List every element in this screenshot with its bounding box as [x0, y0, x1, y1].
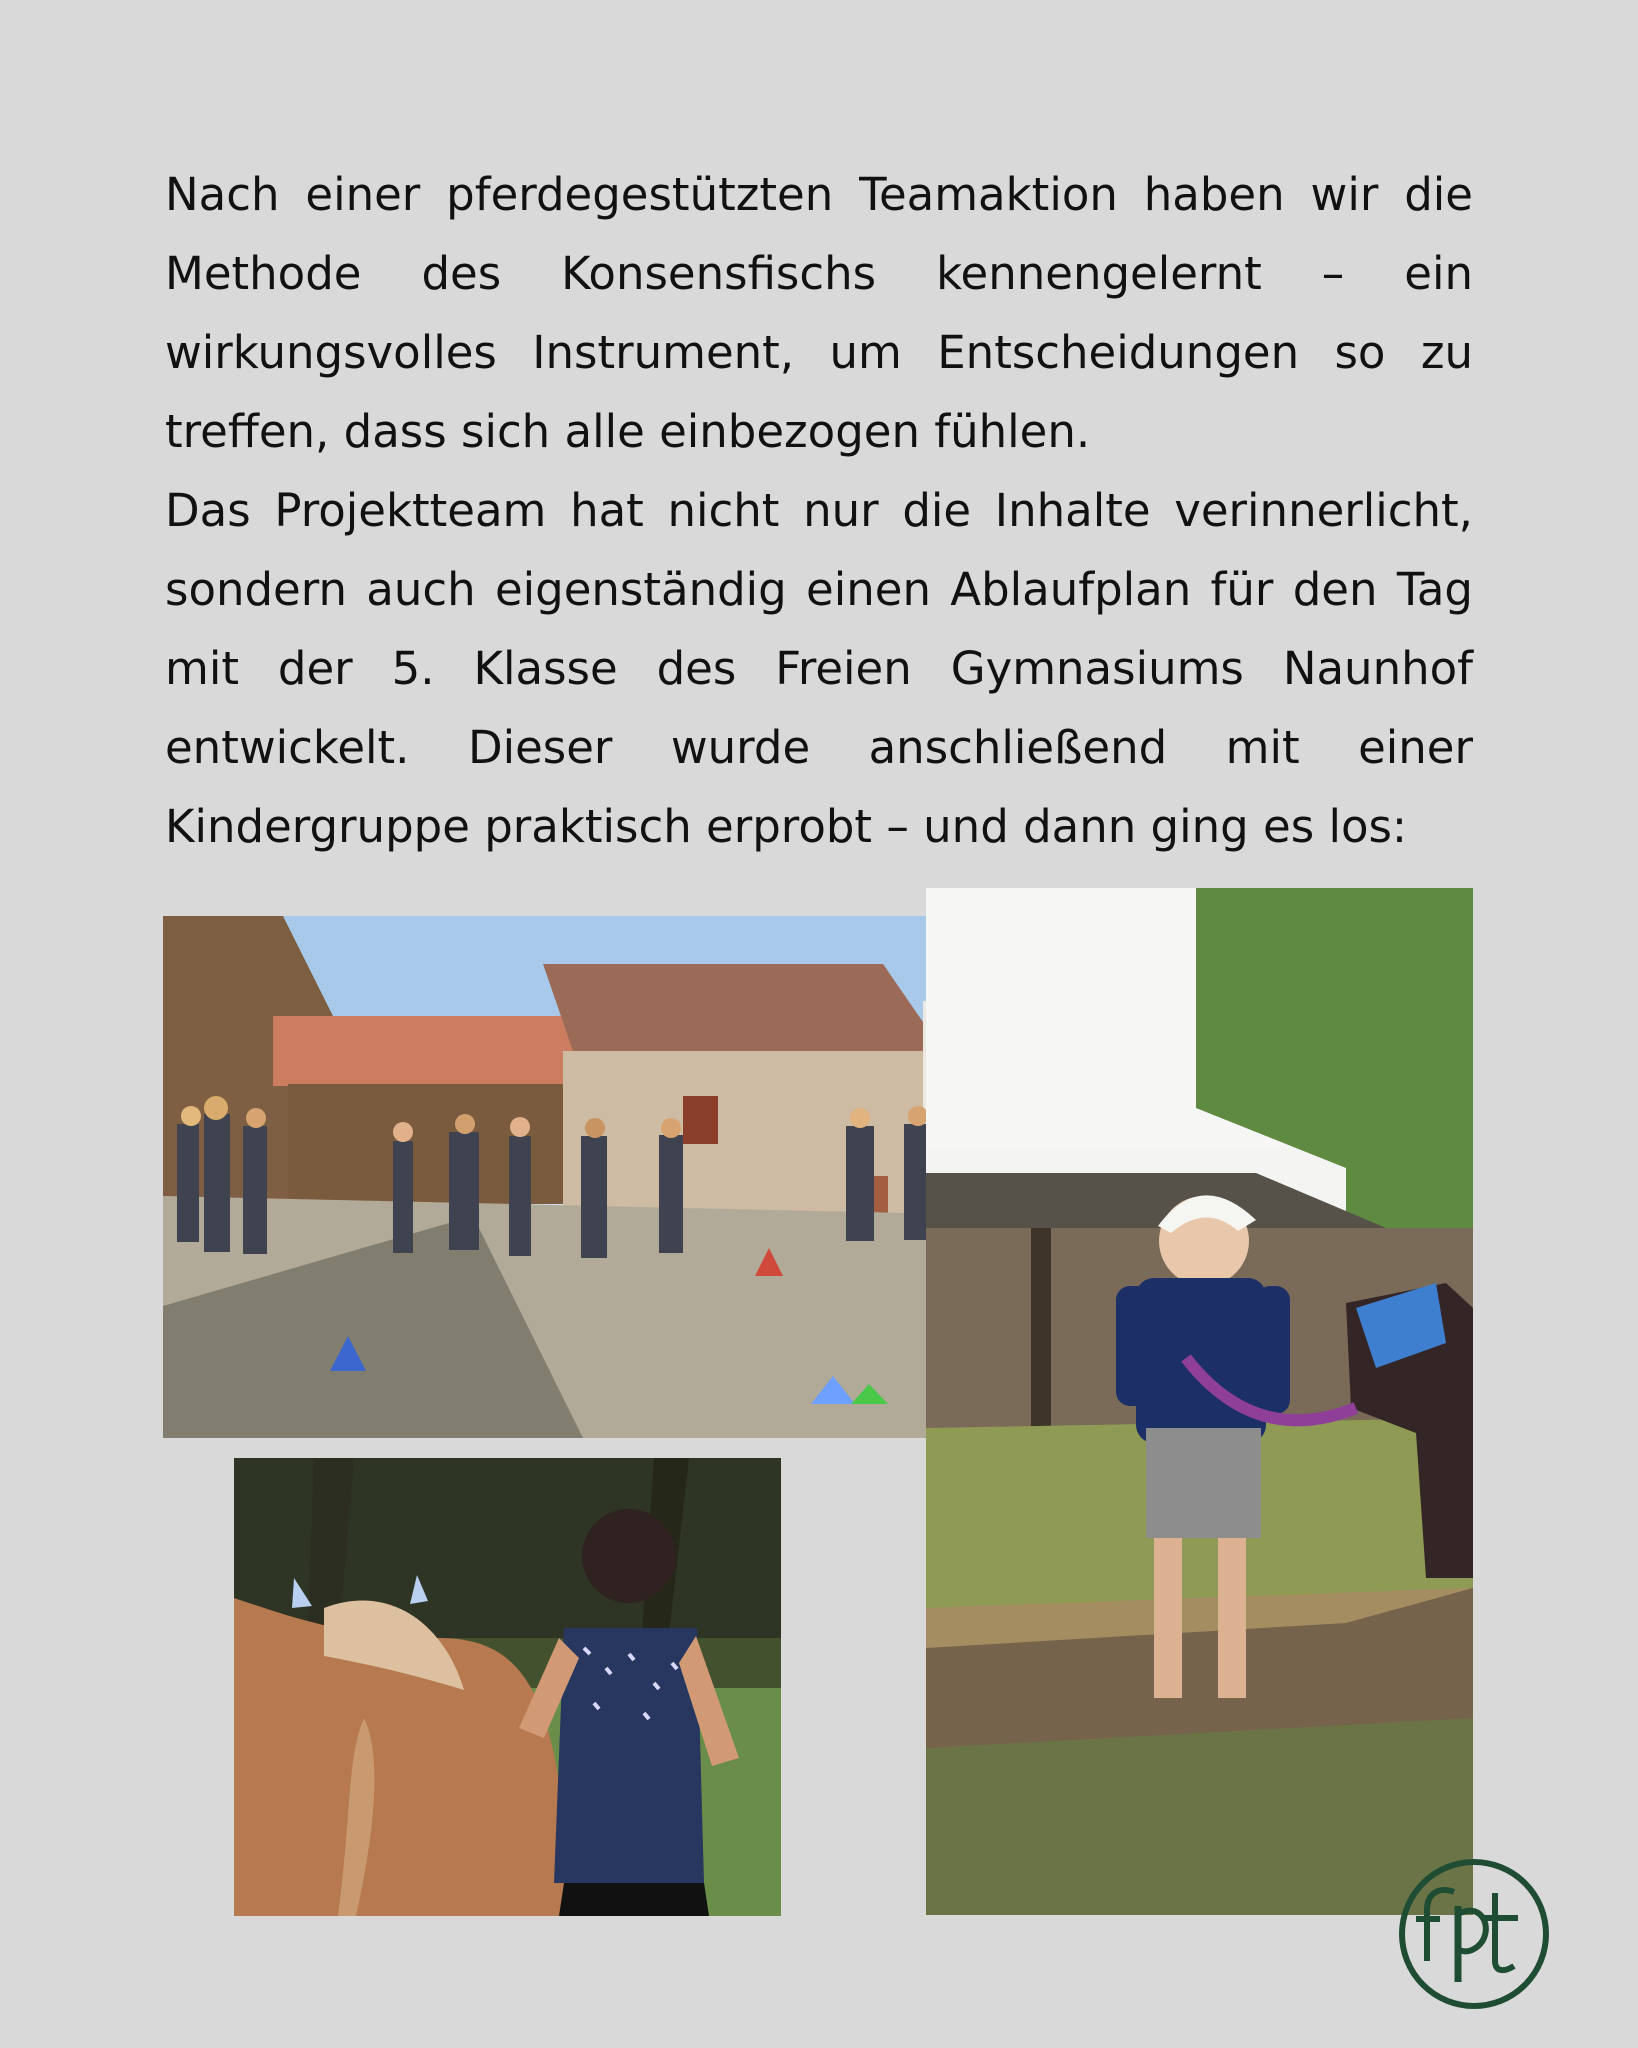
photo-girl-and-horse	[234, 1458, 781, 1916]
logo-mark	[1398, 1858, 1550, 2010]
photo-courtyard-group	[163, 916, 1035, 1438]
photo-boy-with-horse	[926, 888, 1473, 1915]
paragraph-project-team: Das Projektteam hat nicht nur die Inhalte verinnerlicht, sondern auch eigenständig einen Ablaufplan für den Tag mit der 5. Klasse des Freien Gymnasiums Naunhof entwickelt. Dieser wurde anschließend mit einer Kindergruppe praktisch erprobt – und dann ging es los:	[165, 484, 1473, 853]
fpt-logo	[1398, 1858, 1550, 2010]
body-text	[165, 155, 1473, 866]
courtyard-illustration	[163, 916, 1035, 1438]
horse-boy-illustration	[926, 888, 1473, 1915]
paragraph-intro: Nach einer pferdegestützten Teamaktion haben wir die Methode des Konsensfischs kennengelernt – ein wirkungsvolles Instrument, um Entscheidungen so zu treffen, dass sich alle einbezogen fühlen.	[165, 168, 1473, 458]
girl-horse-illustration	[234, 1458, 781, 1916]
